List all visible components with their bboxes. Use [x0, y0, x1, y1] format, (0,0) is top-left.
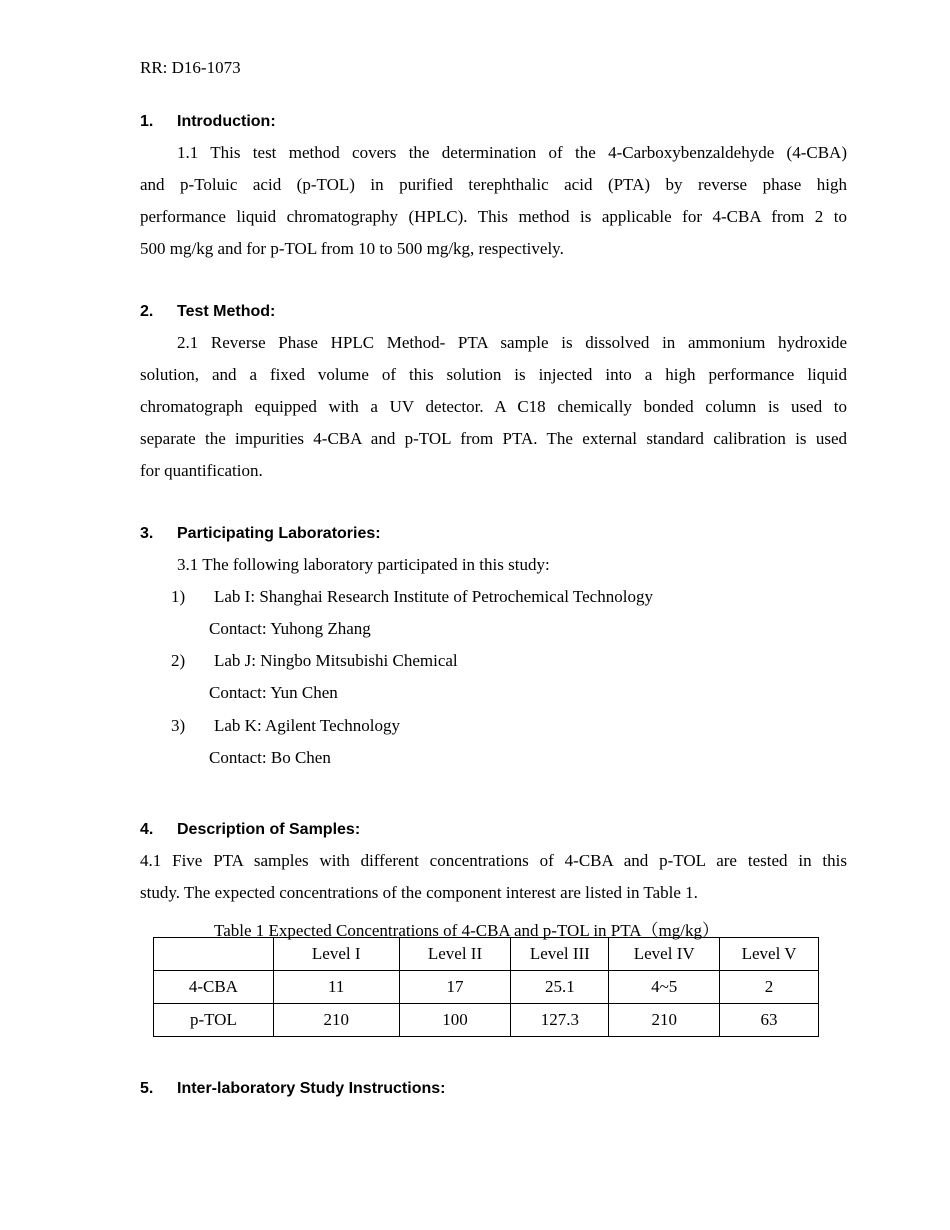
- paragraph-line: 1.1 This test method covers the determination of the 4-Carboxybenzaldehyde (4-CBA): [177, 143, 847, 162]
- table-cell: 2: [720, 971, 819, 1004]
- table-header-cell: Level V: [720, 938, 819, 971]
- table-caption: Table 1 Expected Concentrations of 4-CBA and p-TOL in PTA（mg/kg）: [214, 921, 720, 940]
- paragraph-line: 3.1 The following laboratory participated in this study:: [177, 555, 550, 574]
- paragraph-line: 4.1 Five PTA samples with different concentrations of 4-CBA and p-TOL are tested in this: [140, 851, 847, 870]
- section-number: 4.: [140, 821, 154, 838]
- table-row: [154, 971, 819, 1004]
- section-title-description-of-samples: Description of Samples:: [177, 821, 361, 838]
- table-cell: 210: [609, 1004, 720, 1037]
- paragraph-line: separate the impurities 4-CBA and p-TOL from PTA. The external standard calibration is used: [140, 429, 847, 448]
- section-title-inter-laboratory-study-instructions: Inter-laboratory Study Instructions:: [177, 1080, 446, 1097]
- paragraph-line: for quantification.: [140, 461, 263, 480]
- table-cell: 4-CBA: [154, 971, 274, 1004]
- paragraph-line: 500 mg/kg and for p-TOL from 10 to 500 mg/kg, respectively.: [140, 239, 564, 258]
- lab-contact: Contact: Bo Chen: [209, 748, 331, 767]
- lab-contact: Contact: Yuhong Zhang: [209, 619, 371, 638]
- table-cell: 127.3: [511, 1004, 609, 1037]
- section-title-participating-laboratories: Participating Laboratories:: [177, 525, 381, 542]
- lab-number: 3): [171, 716, 186, 735]
- section-number: 5.: [140, 1080, 154, 1097]
- lab-name: Lab J: Ningbo Mitsubishi Chemical: [214, 651, 458, 670]
- table-header-cell: Level III: [511, 938, 609, 971]
- expected-concentrations-table: [153, 937, 819, 1037]
- section-number: 3.: [140, 525, 154, 542]
- paragraph-line: chromatograph equipped with a UV detector. A C18 chemically bonded column is used to: [140, 397, 847, 416]
- paragraph-line: solution, and a fixed volume of this solution is injected into a high performance liquid: [140, 365, 847, 384]
- table-cell: p-TOL: [154, 1004, 274, 1037]
- table-cell: 100: [399, 1004, 511, 1037]
- paragraph-line: study. The expected concentrations of the component interest are listed in Table 1.: [140, 883, 698, 902]
- table-cell: 17: [399, 971, 511, 1004]
- section-number: 2.: [140, 303, 154, 320]
- lab-number: 2): [171, 651, 186, 670]
- report-id: RR: D16-1073: [140, 58, 241, 77]
- section-title-introduction: Introduction:: [177, 113, 276, 130]
- lab-name: Lab K: Agilent Technology: [214, 716, 400, 735]
- lab-number: 1): [171, 587, 186, 606]
- table-header-row: [154, 938, 819, 971]
- paragraph-line: and p-Toluic acid (p-TOL) in purified terephthalic acid (PTA) by reverse phase high: [140, 175, 847, 194]
- table-header-cell: [154, 938, 274, 971]
- table-cell: 63: [720, 1004, 819, 1037]
- table-cell: 4~5: [609, 971, 720, 1004]
- table-cell: 210: [273, 1004, 399, 1037]
- lab-name: Lab I: Shanghai Research Institute of Petrochemical Technology: [214, 587, 653, 606]
- section-title-test-method: Test Method:: [177, 303, 276, 320]
- table-header-cell: Level I: [273, 938, 399, 971]
- table-header-cell: Level IV: [609, 938, 720, 971]
- paragraph-line: 2.1 Reverse Phase HPLC Method- PTA sample is dissolved in ammonium hydroxide: [177, 333, 847, 352]
- paragraph-line: performance liquid chromatography (HPLC). This method is applicable for 4-CBA from 2 to: [140, 207, 847, 226]
- table-row: [154, 1004, 819, 1037]
- table-cell: 25.1: [511, 971, 609, 1004]
- section-number: 1.: [140, 113, 154, 130]
- table-header-cell: Level II: [399, 938, 511, 971]
- table-cell: 11: [273, 971, 399, 1004]
- lab-contact: Contact: Yun Chen: [209, 683, 338, 702]
